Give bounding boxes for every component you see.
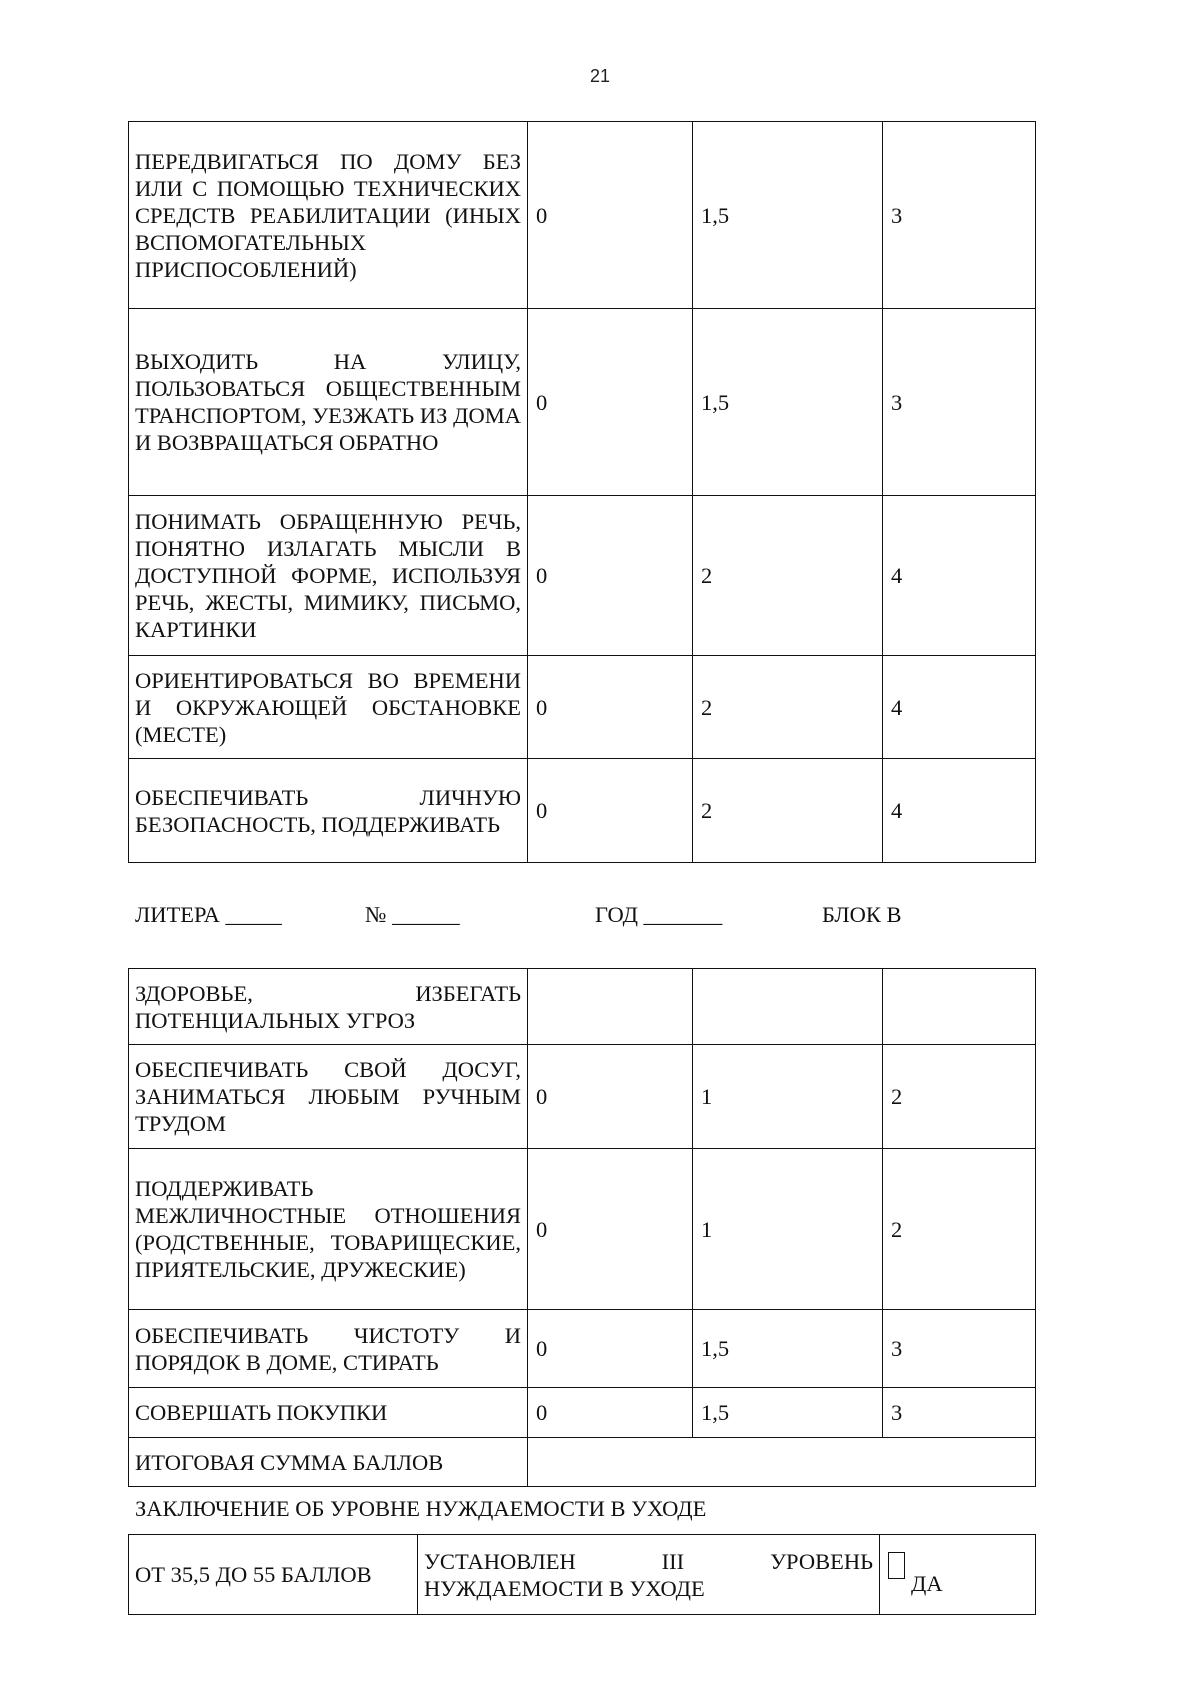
score-cell: 0 [528,759,693,863]
score-cell: 0 [528,496,693,656]
table-row [129,969,1036,1045]
score-cell: 0 [528,309,693,496]
score-cell: 3 [883,122,1036,309]
litera-field: ЛИТЕРА _____ [135,902,282,927]
yes-checkbox[interactable] [888,1552,905,1579]
criterion-cell: ОБЕСПЕЧИВАТЬ ЧИСТОТУ И ПОРЯДОК В ДОМЕ, СТИРАТЬ [129,1310,528,1388]
score-cell: 0 [528,1045,693,1149]
criteria-table-bottom [128,968,1036,1487]
total-value-cell[interactable] [528,1438,1036,1487]
score-cell: 4 [883,496,1036,656]
score-cell: 1,5 [693,309,883,496]
score-cell: 0 [528,122,693,309]
care-level-text: УСТАНОВЛЕН III УРОВЕНЬ НУЖДАЕМОСТИ В УХОДЕ [418,1535,880,1615]
score-cell: 1 [693,1149,883,1310]
table-row [129,122,1036,309]
total-row [129,1438,1036,1487]
criterion-cell: ПЕРЕДВИГАТЬСЯ ПО ДОМУ БЕЗ ИЛИ С ПОМОЩЬЮ ТЕХНИЧЕСКИХ СРЕДСТВ РЕАБИЛИТАЦИИ (ИНЫХ ВСПОМОГАТЕЛЬНЫХ ПРИСПОСОБЛЕНИЙ) [129,122,528,309]
table-row [129,496,1036,656]
table-row [129,1045,1036,1149]
criterion-cell: ВЫХОДИТЬ НА УЛИЦУ, ПОЛЬЗОВАТЬСЯ ОБЩЕСТВЕННЫМ ТРАНСПОРТОМ, УЕЗЖАТЬ ИЗ ДОМА И ВОЗВРАЩАТЬСЯ ОБРАТНО [129,309,528,496]
score-cell: 1,5 [693,1310,883,1388]
criterion-cell: ОБЕСПЕЧИВАТЬ ЛИЧНУЮ БЕЗОПАСНОСТЬ, ПОДДЕРЖИВАТЬ [129,759,528,863]
table-row [129,1310,1036,1388]
criterion-cell: ПОДДЕРЖИВАТЬ МЕЖЛИЧНОСТНЫЕ ОТНОШЕНИЯ (РОДСТВЕННЫЕ, ТОВАРИЩЕСКИЕ, ПРИЯТЕЛЬСКИЕ, ДРУЖЕСКИЕ) [129,1149,528,1310]
score-cell [883,969,1036,1045]
page-number: 21 [589,66,611,86]
conclusion-table [128,1534,1036,1615]
total-label: ИТОГОВАЯ СУММА БАЛЛОВ [129,1438,528,1487]
score-cell: 4 [883,759,1036,863]
score-cell: 2 [883,1045,1036,1149]
score-range: ОТ 35,5 ДО 55 БАЛЛОВ [129,1535,418,1615]
score-cell: 2 [693,656,883,759]
score-cell: 4 [883,656,1036,759]
block-label: БЛОК В [822,902,902,927]
criterion-cell: ОБЕСПЕЧИВАТЬ СВОЙ ДОСУГ, ЗАНИМАТЬСЯ ЛЮБЫМ РУЧНЫМ ТРУДОМ [129,1045,528,1149]
table-row [129,1535,1036,1615]
table-row [129,759,1036,863]
score-cell [693,969,883,1045]
criteria-table-top [128,121,1036,863]
score-cell: 2 [693,759,883,863]
score-cell: 0 [528,1310,693,1388]
table-row [129,656,1036,759]
criterion-cell: СОВЕРШАТЬ ПОКУПКИ [129,1388,528,1438]
score-cell: 0 [528,1388,693,1438]
block-header-line [0,902,1200,932]
yes-label: ДА [911,1571,943,1596]
table-row [129,1388,1036,1438]
score-cell [528,969,693,1045]
criterion-cell: ЗДОРОВЬЕ, ИЗБЕГАТЬ ПОТЕНЦИАЛЬНЫХ УГРОЗ [129,969,528,1045]
table-row [129,309,1036,496]
yes-checkbox-cell [880,1535,1036,1615]
conclusion-title: ЗАКЛЮЧЕНИЕ ОБ УРОВНЕ НУЖДАЕМОСТИ В УХОДЕ [135,1496,707,1521]
criterion-cell: ПОНИМАТЬ ОБРАЩЕННУЮ РЕЧЬ, ПОНЯТНО ИЗЛАГАТЬ МЫСЛИ В ДОСТУПНОЙ ФОРМЕ, ИСПОЛЬЗУЯ РЕЧЬ, ЖЕСТЫ, МИМИКУ, ПИСЬМО, КАРТИНКИ [129,496,528,656]
score-cell: 3 [883,1388,1036,1438]
score-cell: 2 [883,1149,1036,1310]
score-cell: 0 [528,656,693,759]
score-cell: 1,5 [693,1388,883,1438]
score-cell: 2 [693,496,883,656]
number-field: № ______ [365,902,460,927]
score-cell: 3 [883,309,1036,496]
score-cell: 1,5 [693,122,883,309]
score-cell: 0 [528,1149,693,1310]
score-cell: 3 [883,1310,1036,1388]
table-row [129,1149,1036,1310]
criterion-cell: ОРИЕНТИРОВАТЬСЯ ВО ВРЕМЕНИ И ОКРУЖАЮЩЕЙ ОБСТАНОВКЕ (МЕСТЕ) [129,656,528,759]
score-cell: 1 [693,1045,883,1149]
year-field: ГОД _______ [595,902,723,927]
